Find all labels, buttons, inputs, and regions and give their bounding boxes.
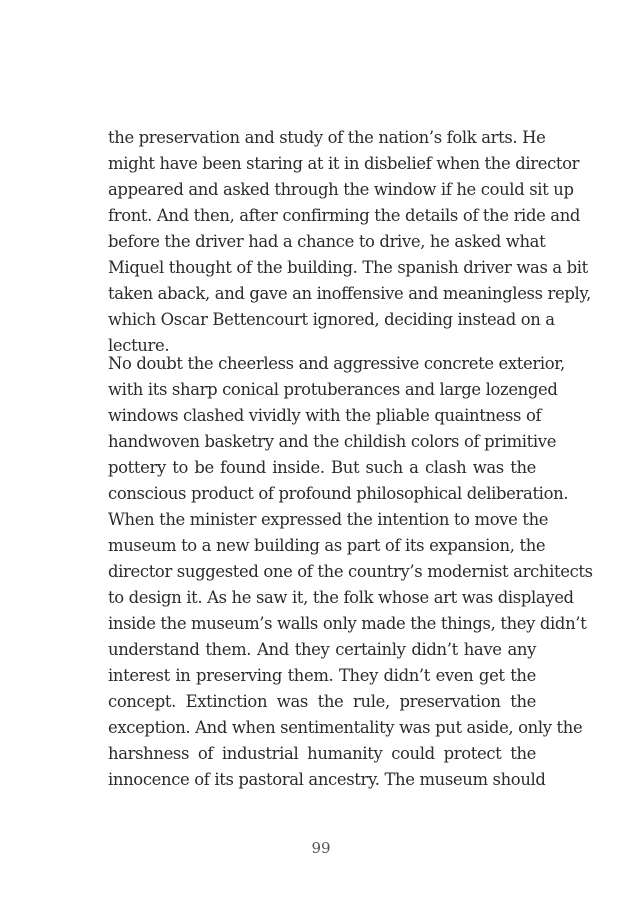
text-line: inside the museum’s walls only made the things, they didn’t xyxy=(108,614,587,633)
paragraph-1 xyxy=(108,125,591,359)
text-line: concept. Extinction was the rule, preservation the xyxy=(108,692,536,711)
text-line: appeared and asked through the window if he could sit up xyxy=(108,180,574,199)
text-line: interest in preserving them. They didn’t even get the xyxy=(108,666,536,685)
text-line: No doubt the cheerless and aggressive concrete exterior, xyxy=(108,354,565,373)
text-line: which Oscar Bettencourt ignored, deciding instead on a xyxy=(108,310,555,329)
text-line: conscious product of profound philosophical deliberation. xyxy=(108,484,569,503)
text-line: with its sharp conical protuberances and large lozenged xyxy=(108,380,558,399)
text-line: lecture. xyxy=(108,336,170,355)
text-line: Miquel thought of the building. The spanish driver was a bit xyxy=(108,258,588,277)
text-line: handwoven basketry and the childish colors of primitive xyxy=(108,432,557,451)
text-line: windows clashed vividly with the pliable quaintness of xyxy=(108,406,542,425)
text-line: before the driver had a chance to drive, he asked what xyxy=(108,232,546,251)
text-line: pottery to be found inside. But such a clash was the xyxy=(108,458,536,477)
text-line: director suggested one of the country’s modernist architects xyxy=(108,562,593,581)
text-line: When the minister expressed the intention to move the xyxy=(108,510,549,529)
text-line: innocence of its pastoral ancestry. The museum should xyxy=(108,770,546,789)
text-line: front. And then, after confirming the details of the ride and xyxy=(108,206,581,225)
text-line: taken aback, and gave an inoffensive and meaningless reply, xyxy=(108,284,591,303)
text-line: understand them. And they certainly didn’t have any xyxy=(108,640,536,659)
page-number: 99 xyxy=(311,839,331,857)
text-line: the preservation and study of the nation’s folk arts. He xyxy=(108,128,546,147)
text-line: exception. And when sentimentality was put aside, only the xyxy=(108,718,583,737)
text-line: might have been staring at it in disbelief when the director xyxy=(108,154,580,173)
paragraph-2 xyxy=(108,351,593,793)
text-line: museum to a new building as part of its expansion, the xyxy=(108,536,546,555)
text-line: to design it. As he saw it, the folk whose art was displayed xyxy=(108,588,574,607)
text-line: harshness of industrial humanity could protect the xyxy=(108,744,536,763)
